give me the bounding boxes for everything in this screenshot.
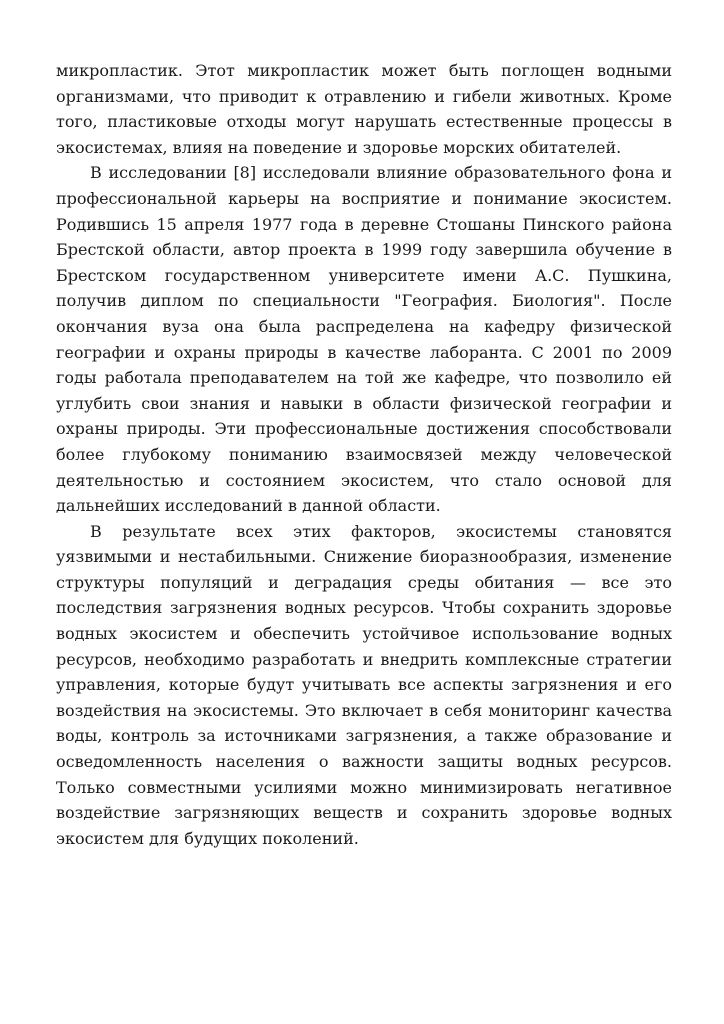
paragraph-research-background: В исследовании [8] исследовали влияние образовательного фона и профессиональной карьеры на восприятие и понимание экосистем. Родившись 15 апреля 1977 года в деревне Стошаны Пинского района Брестской области, автор проекта в 1999 году завершила обучение в Брестском государственном университете имени А.С. Пушкина, получив диплом по специальности "География. Биология". После окончания вуза она была распределена на кафедру физической географии и охраны природы в качестве лаборанта. С 2001 по 2009 годы работала преподавателем на той же кафедре, что позволило ей углубить свои знания и навыки в области физической географии и охраны природы. Эти профессиональные достижения способствовали более глубокому пониманию взаимосвязей между человеческой деятельностью и состоянием экосистем, что стало основой для дальнейших исследований в данной области.: [56, 163, 672, 516]
body-text: [56, 58, 672, 851]
paragraph-ecosystem-conclusion: В результате всех этих факторов, экосистемы становятся уязвимыми и нестабильными. Снижение биоразнообразия, изменение структуры популяций и деградация среды обитания — все это последствия загрязнения водных ресурсов. Чтобы сохранить здоровье водных экосистем и обеспечить устойчивое использование водных ресурсов, необходимо разработать и внедрить комплексные стратегии управления, которые будут учитывать все аспекты загрязнения и его воздействия на экосистемы. Это включает в себя мониторинг качества воды, контроль за источниками загрязнения, а также образование и осведомленность населения о важности защиты водных ресурсов. Только совместными усилиями можно минимизировать негативное воздействие загрязняющих веществ и сохранить здоровье водных экосистем для будущих поколений.: [56, 521, 672, 848]
paragraph-microplastic: микропластик. Этот микропластик может быть поглощен водными организмами, что приводит к отравлению и гибели животных. Кроме того, пластиковые отходы могут нарушать естественные процессы в экосистемах, влияя на поведение и здоровье морских обитателей.: [56, 61, 672, 157]
